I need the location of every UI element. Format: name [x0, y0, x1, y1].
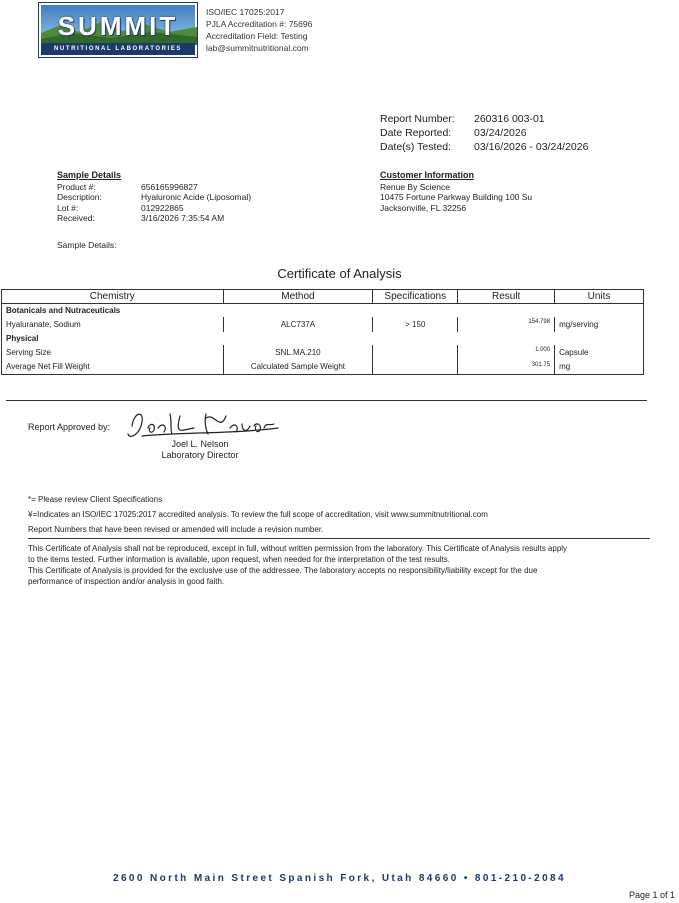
customer-info [380, 170, 532, 213]
cell-method: ALC737A [223, 317, 373, 332]
product-number: 656165996827 [141, 181, 198, 192]
logo-wordmark: SUMMIT [57, 11, 179, 41]
table-row [2, 345, 644, 360]
accreditation-block [206, 6, 312, 54]
cell-spec: > 150 [373, 317, 458, 332]
date-tested: 03/16/2026 - 03/24/2026 [474, 141, 589, 153]
cell-method: SNL.MA.210 [223, 345, 373, 360]
divider [28, 538, 650, 539]
cell-units: Capsule [555, 345, 644, 360]
approver-name: Joel L. Nelson [171, 439, 229, 449]
cell-spec [373, 360, 458, 375]
accreditation-number: PJLA Accreditation #: 75696 [206, 19, 313, 29]
disclaimer-line: This Certificate of Analysis shall not be reproduced, except in full, without written permission from the laboratory. This Certificate of Analysis results apply [28, 544, 568, 553]
note-accredited: ¥=Indicates an ISO/IEC 17025:2017 accredited analysis. To review the full scope of accreditation, visit www.summitnutritional.com [28, 510, 488, 519]
disclaimer-line: This Certificate of Analysis is provided for the exclusive use of the addressee. The laboratory accepts no responsibility/liability except for the due [28, 566, 538, 575]
category-row [2, 332, 644, 345]
lot-number: 012922865 [141, 202, 184, 213]
footer-address: 2600 North Main Street Spanish Fork, Utah 84660 • 801-210-2084 [113, 873, 566, 884]
report-number: 260316 003-01 [474, 113, 545, 125]
description-label: Description: [57, 192, 102, 202]
cell-spec [373, 345, 458, 360]
sample-details-title: Sample Details [57, 170, 122, 180]
notes [28, 492, 488, 537]
header-chemistry: Chemistry [2, 290, 224, 304]
date-reported: 03/24/2026 [474, 127, 527, 139]
certificate-title: Certificate of Analysis [277, 266, 402, 281]
cell-method: Calculated Sample Weight [223, 360, 373, 375]
header-method: Method [223, 290, 373, 304]
category-row [2, 304, 644, 317]
header-units: Units [555, 290, 644, 304]
lot-label: Lot #: [57, 202, 79, 213]
description: Hyaluronic Acide (Liposomal) [141, 192, 252, 202]
customer-address-line2: Jacksonville, FL 32256 [380, 202, 467, 213]
logo-tagline: NUTRITIONAL LABORATORIES [41, 43, 195, 55]
note-revision: Report Numbers that have been revised or amended will include a revision number. [28, 525, 324, 534]
results-table [1, 289, 644, 375]
cell-result: 301.75 [458, 360, 555, 375]
customer-name: Renue By Science [380, 181, 450, 192]
page-number: Page 1 of 1 [628, 890, 675, 900]
table-header-row [2, 290, 644, 304]
header-result: Result [458, 290, 555, 304]
disclaimer-line: to the items tested. Further information is available, upon request, when needed for the interpretation of the test results. [28, 555, 451, 564]
disclaimer-line: performance of inspection and/or analysis in good faith. [28, 577, 225, 586]
cell-chemistry: Hyaluranate, Sodium [2, 317, 224, 332]
signature [122, 404, 282, 444]
cell-units: mg/serving [555, 317, 644, 332]
category-physical: Physical [2, 332, 644, 345]
cell-chemistry: Average Net Fill Weight [2, 360, 224, 375]
divider [6, 400, 647, 401]
sample-details [57, 170, 251, 224]
note-client-specs: *= Please review Client Specifications [28, 495, 163, 504]
accreditation-field: Accreditation Field: Testing [206, 31, 308, 41]
accreditation-standard: ISO/IEC 17025:2017 [206, 7, 285, 17]
received-date: 3/16/2026 7:35:54 AM [141, 213, 225, 223]
approver-block [130, 439, 270, 461]
lab-email: lab@summitnutritional.com [206, 43, 309, 53]
cell-chemistry: Serving Size [2, 345, 224, 360]
product-label: Product #: [57, 181, 96, 192]
table-row [2, 360, 644, 375]
cell-result: 154.798 [458, 317, 555, 332]
report-info [380, 112, 588, 154]
date-tested-label: Date(s) Tested: [380, 141, 452, 153]
summit-logo [38, 2, 198, 58]
approver-title: Laboratory Director [161, 450, 239, 460]
cell-result: 1.000 [458, 345, 555, 360]
sample-details-note: Sample Details: [57, 240, 117, 250]
approved-by-label: Report Approved by: [28, 422, 111, 432]
report-number-label: Report Number: [380, 113, 455, 125]
customer-info-title: Customer Information [380, 170, 475, 180]
cell-units: mg [555, 360, 644, 375]
date-reported-label: Date Reported: [380, 127, 452, 139]
disclaimer [28, 543, 648, 587]
category-botanicals: Botanicals and Nutraceuticals [2, 304, 644, 317]
header-specifications: Specifications [373, 290, 458, 304]
table-row [2, 317, 644, 332]
customer-address-line1: 10475 Fortune Parkway Building 100 Su [380, 192, 533, 202]
received-label: Received: [57, 213, 95, 223]
